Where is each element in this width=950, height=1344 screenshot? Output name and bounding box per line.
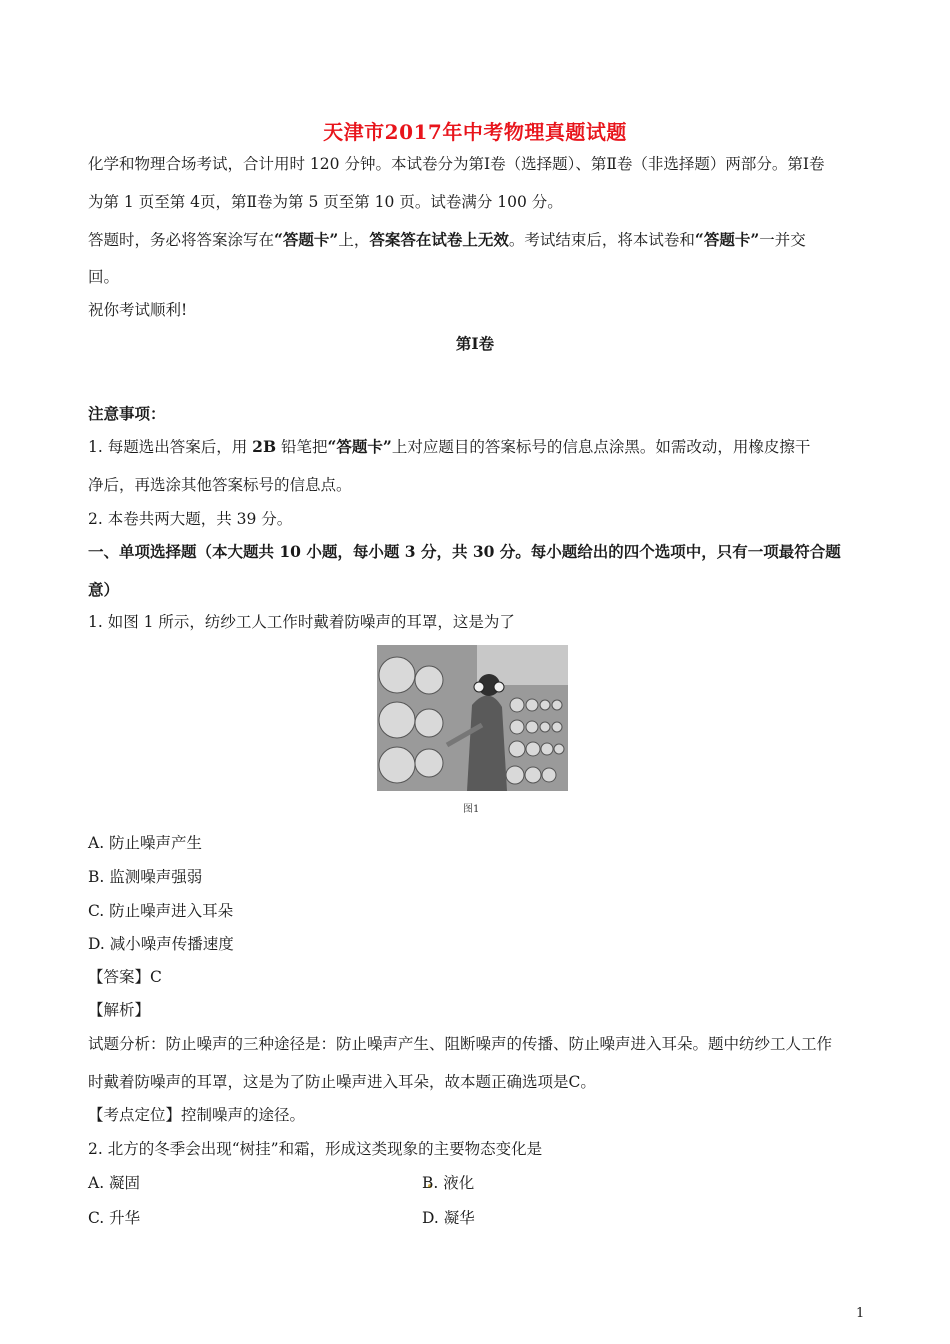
intro-line-5: 祝你考试顺利! (88, 301, 188, 319)
q1-figure-caption: 图1 (463, 804, 480, 815)
notice-heading: 注意事项： (88, 404, 166, 423)
invalid-answer-warning: 答案答在试卷上无效 (369, 230, 509, 249)
page-number: 1 (856, 1306, 865, 1321)
notice-text: 1. 每题选出答案后，用 (88, 438, 253, 456)
q1-keypoint: 【考点定位】控制噪声的途径。 (88, 1106, 306, 1124)
section-title: 第Ⅰ卷 (455, 334, 495, 353)
answer-card-term: “答题卡” (327, 437, 392, 456)
intro-text: 上， (338, 231, 370, 249)
notice-item-1-cont: 净后，再选涂其他答案标号的信息点。 (88, 476, 352, 494)
q1-option-d: D. 减小噪声传播速度 (88, 935, 234, 953)
q1-analysis-line-2: 时戴着防噪声的耳罩，这是为了防止噪声进入耳朵，故本题正确选项是C。 (88, 1073, 596, 1091)
intro-line-2: 为第 1 页至第 4页，第Ⅱ卷为第 5 页至第 10 页。试卷满分 100 分。 (88, 193, 563, 211)
document-title: 天津市2017年中考物理真题试题 (323, 120, 627, 144)
pencil-type: 2B (252, 437, 277, 456)
q1-analysis-line-1: 试题分析：防止噪声的三种途径是：防止噪声产生、阻断噪声的传播、防止噪声进入耳朵。题中纺纱工人工作 (88, 1035, 833, 1053)
intro-text: 一并交 (759, 231, 806, 249)
q1-option-a: A. 防止噪声产生 (88, 834, 203, 852)
intro-text: 答题时，务必将答案涂写在 (88, 231, 275, 249)
q1-option-c: C. 防止噪声进入耳朵 (88, 902, 234, 920)
intro-text: 。考试结束后，将本试卷和 (508, 231, 695, 249)
notice-item-2: 2. 本卷共两大题，共 39 分。 (88, 510, 293, 528)
notice-text: 上对应题目的答案标号的信息点涂黑。如需改动，用橡皮擦干 (391, 438, 811, 456)
intro-line-1: 化学和物理合场考试，合计用时 120 分钟。本试卷分为第Ⅰ卷（选择题）、第Ⅱ卷（非选择题）两部分。第Ⅰ卷 (88, 155, 825, 173)
intro-line-3 (88, 228, 806, 250)
notice-text: 铅笔把 (276, 438, 328, 456)
part1-heading-cont: 意） (88, 580, 120, 599)
q1-figure-textile-worker (377, 645, 568, 791)
q2-option-a: A. 凝固 (88, 1174, 141, 1192)
notice-item-1 (88, 435, 810, 457)
q1-answer: 【答案】C (88, 968, 162, 986)
q1-analysis-label: 【解析】 (88, 1001, 151, 1019)
q2-option-b: B. 液化 (422, 1174, 475, 1192)
q2-option-d: D. 凝华 (422, 1209, 475, 1227)
q1-stem: 1. 如图 1 所示，纺纱工人工作时戴着防噪声的耳罩，这是为了 (88, 613, 515, 631)
q2-stem: 2. 北方的冬季会出现“树挂”和霜，形成这类现象的主要物态变化是 (88, 1140, 543, 1158)
answer-card-term: “答题卡” (694, 230, 760, 249)
part1-heading: 一、单项选择题（本大题共 10 小题，每小题 3 分，共 30 分。每小题给出的四个选项中，只有一项最符合题 (88, 542, 841, 561)
q1-option-b: B. 监测噪声强弱 (88, 868, 203, 886)
answer-card-term: “答题卡” (274, 230, 339, 249)
intro-line-4: 回。 (88, 268, 120, 286)
q2-option-c: C. 升华 (88, 1209, 141, 1227)
